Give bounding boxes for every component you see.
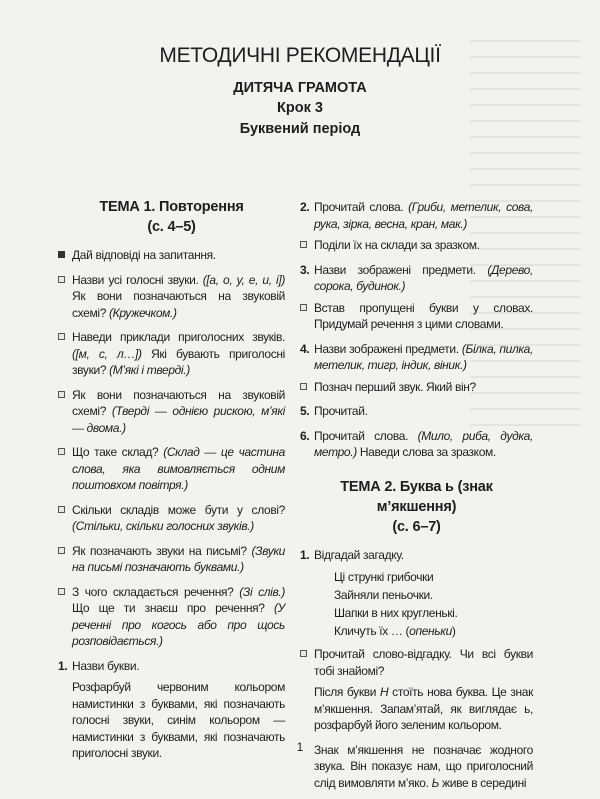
text-run: стоїть нова буква. Це знак м’якшення. Запам’ятай, як виглядає ь, розфарбуй його зеленим кольором. [314,685,534,732]
square-bullet-icon [58,448,65,455]
square-bullet-icon [58,276,65,283]
text-run: Назви букви. [72,658,140,673]
task-number: 2. [300,200,310,214]
text-run: Відгадай загадку. [314,547,404,562]
task-number: 3. [300,262,310,277]
answer-text: Ь [431,775,440,790]
theme-2-content [300,547,533,792]
text-run: Поділи їх на склади за зразком. [314,238,480,252]
text-run: Знак м’якшення не позначає жодного звука. Він показує нам, що приголосний слід вимовляти м’яко. [314,742,533,790]
text-run: Як позначають звуки на письмі? [72,543,252,558]
text-run: Кличуть їх … ( [334,624,410,638]
text-run: Як вони позначаються на звуковій схемі? [72,289,285,320]
answer-text: (Тверді — однією рискою, м’які — двома.) [72,404,286,435]
task-item [300,300,533,333]
square-bullet-icon [58,506,65,513]
right-column [300,199,533,799]
square-bullet-icon [300,241,307,248]
text-run: Прочитай слова. [314,200,409,214]
text-run: Прочитай слова. [314,428,418,443]
task-item [58,329,285,379]
answer-text: (У реченні про когось або про щось розповідається.) [72,601,285,648]
riddle-line [334,604,533,622]
page-number: 1 [296,740,304,754]
text-run: Як вони позначаються на звуковій схемі? [72,387,285,418]
theme-2-heading [300,477,533,537]
task-item [58,444,285,494]
text-run: Наведи слова за зразком. [356,445,496,459]
text-run: Назви усі голосні звуки. [72,272,203,287]
answer-text: (Стільки, скільки голосних звуків.) [72,519,254,533]
theme-pages: (с. 4–5) [147,219,196,235]
task-item [58,584,285,650]
text-run: Назви зображені предмети. [314,341,462,356]
task-item [300,237,533,254]
riddle-line [334,586,533,604]
task-item [300,403,533,420]
answer-text: ([м, с, л…]) [72,346,142,361]
answer-text: (Дерево, сорока, будинок.) [314,262,533,293]
task-item [300,199,533,232]
theme-1-content-continued [300,199,533,461]
square-bullet-icon [300,304,307,311]
text-run: Познач перший звук. Який він? [314,379,476,394]
answer-text: Н [379,685,389,699]
task-item [58,658,285,675]
text-run: Які бувають приголосні звуки? [72,346,285,377]
book-title: ДИТЯЧА ГРАМОТА [233,80,367,96]
task-number: 6. [300,428,310,443]
text-run: Прочитай слово-відгадку. Чи всі букви тобі знайомі? [314,647,533,678]
answer-text: (Зі слів.) [239,584,286,599]
theme-1-content [58,247,285,762]
answer-text: (Мило, риба, дудка, метро.) [314,428,533,459]
task-item [300,646,533,679]
task-item [58,387,285,437]
task-number: 4. [300,341,310,356]
task-item [300,547,533,564]
answer-text: (Кружечком.) [109,305,177,320]
theme-title: ТЕМА 1. Повторення [99,199,244,215]
text-run: Що ще ти знаєш про речення? [72,601,275,615]
text-run: Шапки в них кругленькі. [334,606,458,620]
theme-title: ТЕМА 2. Буква ь (знак м’якшення) [340,478,493,515]
task-item [300,379,533,396]
answer-text: (М’які і тверді.) [109,363,190,377]
paragraph [300,684,533,734]
answer-text: (Звуки на письмі позначають буквами.) [72,543,285,574]
task-number: 5. [300,404,310,418]
text-run: Назви зображені предмети. [314,262,488,277]
task-item [58,543,285,576]
answer-text: (Склад — це частина слова, яка вимовляється одним поштовхом повітря.) [72,445,285,492]
text-run: Що таке склад? [72,445,164,459]
left-column [58,197,285,770]
task-item [58,272,285,322]
task-item [58,247,285,264]
theme-1-heading [58,197,285,237]
square-bullet-icon [58,333,65,340]
text-run: Ці стрункі грибочки [334,570,434,584]
text-run: Прочитай. [314,404,368,418]
riddle-line [334,622,533,640]
text-run: Після букви [314,685,380,699]
filled-square-bullet-icon [58,251,65,258]
text-run: Дай відповіді на запитання. [72,248,216,262]
answer-text: (Білка, пилка, метелик, тигр, індик, віник.) [314,341,533,372]
task-number: 1. [58,658,68,673]
answer-text: (Гриби, метелик, сова, рука, зірка, весна, кран, мак.) [314,200,534,231]
answer-text: ([а, о, у, е, и, і]) [202,272,285,287]
answer-text: опеньки [409,624,452,638]
square-bullet-icon [58,391,65,398]
theme-pages: (с. 6–7) [392,518,441,535]
square-bullet-icon [300,383,307,390]
square-bullet-icon [300,650,307,657]
period-title: Буквений період [239,121,361,137]
page-title: МЕТОДИЧНІ РЕКОМЕНДАЦІЇ [159,44,441,67]
riddle [300,568,533,640]
task-item [300,428,533,461]
step-title: Крок 3 [277,100,323,116]
square-bullet-icon [58,588,65,595]
square-bullet-icon [58,547,65,554]
text-run: Зайняли пеньочки. [334,588,433,602]
task-item [300,341,533,374]
text-run: Встав пропущені букви у словах. Придумай речення з цими словами. [314,300,533,331]
text-run: живе в середині [439,775,527,790]
riddle-line [334,568,533,586]
text-run: Наведи приклади приголосних звуків. [72,330,285,344]
task-number: 1. [300,547,310,562]
text-run: З чого складається речення? [72,584,240,599]
task-item [300,262,533,295]
task-item [58,502,285,535]
text-run: ) [451,624,456,638]
text-run: Розфарбуй червоним кольором намистинки з буквами, які позначають голосні звуки, синім кольором — намистинки з буквами, які позначають приголосні звуки. [72,680,285,760]
text-run: Скільки складів може бути у слові? [72,502,285,517]
